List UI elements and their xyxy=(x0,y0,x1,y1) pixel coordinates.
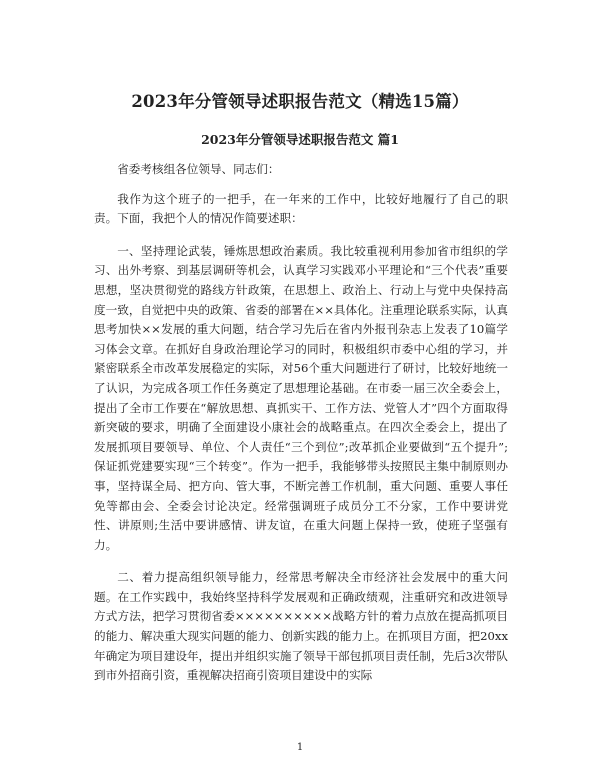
section-subtitle: 2023年分管领导述职报告范文 篇1 xyxy=(201,132,399,147)
intro-paragraph: 我作为这个班子的一把手，在一年来的工作中，比较好地履行了自己的职责。下面，我把个人的情况作简要述职： xyxy=(94,191,508,226)
body-paragraph-2: 二、着力提高组织领导能力，经常思考解决全市经济社会发展中的重大问题。在工作实践中，我始终坚持科学发展观和正确政绩观，注重研究和改进领导方式方法，把学习贯彻省委××××××××××战略方针的着力点放在提高抓项目的能力、解决重大现实问题的能力、创新实践的能力上。在抓项目方面，把20xx年确定为项目建设年，提出并组织实施了领导干部包抓项目责任制，先后3次带队到市外招商引资，重视解决招商引资项目建设中的实际 xyxy=(94,570,508,683)
page-number: 1 xyxy=(296,742,304,753)
body-paragraph-1: 一、坚持理论武装，锤炼思想政治素质。我比较重视利用参加省市组织的学习、出外考察、到基层调研等机会，认真学习实践邓小平理论和“三个代表”重要思想，坚决贯彻党的路线方针政策，在思想上、政治上、行动上与党中央保持高度一致，自觉把中央的政策、省委的部署在××具体化。注重理论联系实际，认真思考加快××发展的重大问题，结合学习先后在省内外报刊杂志上发表了10篇学习体会文章。在抓好自身政治理论学习的同时，积极组织市委中心组的学习，并紧密联系全市改革发展稳定的实际，对56个重大问题进行了研讨，比较好地统一了认识，为完成各项工作任务奠定了思想理论基础。在市委一届三次全委会上，提出了全市工作要在“解放思想、真抓实干、工作方法、党管人才”四个方面取得新突破的要求，明确了全面建设小康社会的战略重点。在四次全委会上，提出了发展抓项目要领导、单位、个人责任“三个到位”;改革抓企业要做到“五个提升”;保证抓党建要实现“三个转变”。作为一把手，我能够带头按照民主集中制原则办事，坚持谋全局、把方向、管大事，不断完善工作机制，重大问题、重要人事任免等都由会、全委会讨论决定。经常强调班子成员分工不分家，工作中要讲党性、讲原则;生活中要讲感情、讲友谊，在重大问题上保持一致，使班子坚强有力。 xyxy=(94,243,508,552)
document-body xyxy=(94,160,508,699)
salutation-paragraph: 省委考核组各位领导、同志们： xyxy=(117,162,280,176)
document-title: 2023年分管领导述职报告范文（精选15篇） xyxy=(131,92,469,111)
